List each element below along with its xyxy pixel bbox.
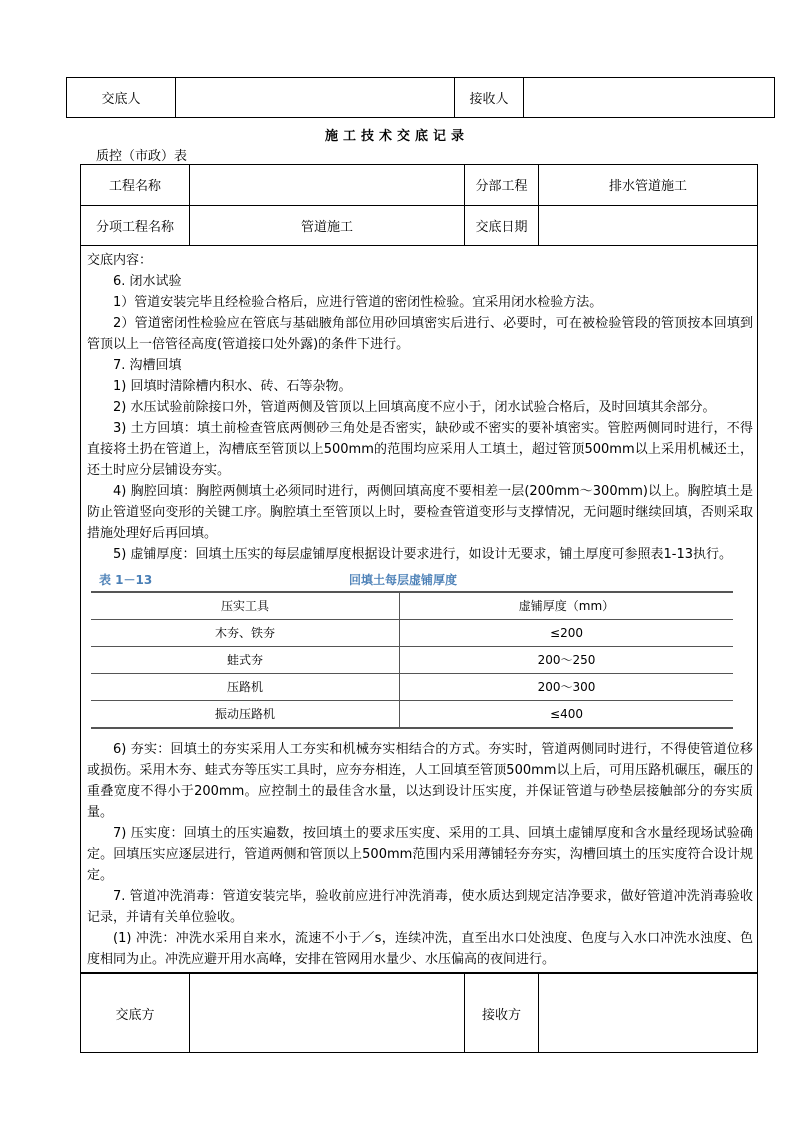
- column-header: 虚铺厚度（mm）: [400, 592, 734, 620]
- section-heading: 7. 沟槽回填: [113, 358, 182, 373]
- content-body: [87, 250, 753, 970]
- content-paragraph: 5) 虚铺厚度：回填土压实的每层虚铺厚度根据设计要求进行，如设计无要求，铺土厚度可参照表1-13执行。: [113, 547, 732, 562]
- table-cell: 蛙式夯: [91, 647, 400, 674]
- content-heading: 交底内容：: [87, 253, 153, 268]
- content-paragraph: 2) 水压试验前除接口外，管道两侧及管顶以上回填高度不应小于，闭水试验合格后，及时回填其余部分。: [113, 400, 716, 415]
- table-cell: 200～250: [400, 647, 734, 674]
- content-paragraph: 3) 土方回填：填土前检查管底两侧砂三角处是否密实，缺砂或不密实的要补填密实。管腔两侧同时进行，不得直接将土扔在管道上，沟槽底至管顶以上500mm的范围均应采用人工填土，超过管顶500mm以上采用机械还土，还土时应分层铺设夯实。: [87, 421, 753, 478]
- project-name-field[interactable]: [190, 165, 465, 206]
- table-title: 回填土每层虚铺厚度: [349, 573, 458, 587]
- receiver-party-label: 接收方: [465, 974, 539, 1053]
- content-paragraph: 7. 管道冲洗消毒：管道安装完毕，验收前应进行冲洗消毒，使水质达到规定洁净要求，做好管道冲洗消毒验收记录，并请有关单位验收。: [87, 889, 753, 925]
- project-info-table: [80, 164, 758, 246]
- handover-party-label: 交底方: [81, 974, 190, 1053]
- section-heading: 6. 闭水试验: [113, 274, 182, 289]
- form-code: 质控（市政）表: [96, 149, 188, 164]
- content-paragraph: 1）管道安装完毕且经检验合格后，应进行管道的密闭性检验。宜采用闭水检验方法。: [113, 295, 603, 310]
- table-row: [91, 674, 733, 701]
- table-cell: 振动压路机: [91, 701, 400, 729]
- document-title: 施工技术交底记录: [324, 129, 469, 144]
- handover-person-label: 交底人: [67, 78, 176, 118]
- project-name-label: 工程名称: [81, 165, 190, 206]
- table-cell: 木夯、铁夯: [91, 620, 400, 647]
- division-value: 排水管道施工: [539, 165, 758, 206]
- receiver-label: 接收人: [455, 78, 524, 118]
- content-paragraph: (1) 冲洗：冲洗水采用自来水，流速不小于／s，连续冲洗，直至出水口处浊度、色度与入水口冲洗水浊度、色度相同为止。冲洗应避开用水高峰，安排在管网用水量少、水压偏高的夜间进行。: [87, 931, 753, 967]
- content-paragraph: 4) 胸腔回填：胸腔两侧填土必须同时进行，两侧回填高度不要相差一层(200mm～300mm)以上。胸腔填土是防止管道竖向变形的关键工序。胸腔填土至管顶以上时，要检查管道变形与支撑情况，无问题时继续回填，否则采取措施处理好后再回填。: [87, 484, 753, 541]
- content-paragraph: 6) 夯实：回填土的夯实采用人工夯实和机械夯实相结合的方式。夯实时，管道两侧同时进行，不得使管道位移或损伤。采用木夯、蛙式夯等压实工具时，应夯夯相连，人工回填至管顶500mm以上后，可用压路机碾压，碾压的重叠宽度不得小于200mm。应控制土的最佳含水量，以达到设计压实度，并保证管道与砂垫层接触部分的夯实质量。: [87, 742, 753, 820]
- division-label: 分部工程: [465, 165, 539, 206]
- table-row: [91, 701, 733, 729]
- content-paragraph: 1) 回填时清除槽内积水、砖、石等杂物。: [113, 379, 352, 394]
- content-box: [80, 246, 758, 973]
- table-number: 表 1－13: [99, 573, 153, 587]
- column-header: 压实工具: [91, 592, 400, 620]
- table-cell: ≤400: [400, 701, 734, 729]
- table-cell: 压路机: [91, 674, 400, 701]
- handover-person-field[interactable]: [176, 78, 455, 118]
- subitem-value: 管道施工: [190, 205, 465, 246]
- receiver-party-field[interactable]: [539, 974, 758, 1053]
- date-field[interactable]: [539, 205, 758, 246]
- table-header-row: [91, 592, 733, 620]
- subitem-label: 分项工程名称: [81, 205, 190, 246]
- date-label: 交底日期: [465, 205, 539, 246]
- signature-table-top: [66, 77, 775, 118]
- receiver-field[interactable]: [524, 78, 775, 118]
- signature-table-bottom: [80, 973, 758, 1053]
- table-row: [91, 620, 733, 647]
- table-caption: [87, 567, 753, 591]
- fill-thickness-table: [91, 591, 733, 729]
- handover-party-field[interactable]: [190, 974, 465, 1053]
- table-cell: 200～300: [400, 674, 734, 701]
- content-paragraph: 7) 压实度：回填土的压实遍数，按回填土的要求压实度、采用的工具、回填土虚铺厚度和含水量经现场试验确定。回填压实应逐层进行，管道两侧和管顶以上500mm范围内采用薄铺轻夯夯实，沟槽回填土的压实度符合设计规定。: [87, 826, 753, 883]
- content-paragraph: 2）管道密闭性检验应在管底与基础腋角部位用砂回填密实后进行、必要时，可在被检验管段的管顶按本回填到管顶以上一倍管径高度(管道接口处外露)的条件下进行。: [87, 316, 753, 352]
- table-cell: ≤200: [400, 620, 734, 647]
- table-row: [91, 647, 733, 674]
